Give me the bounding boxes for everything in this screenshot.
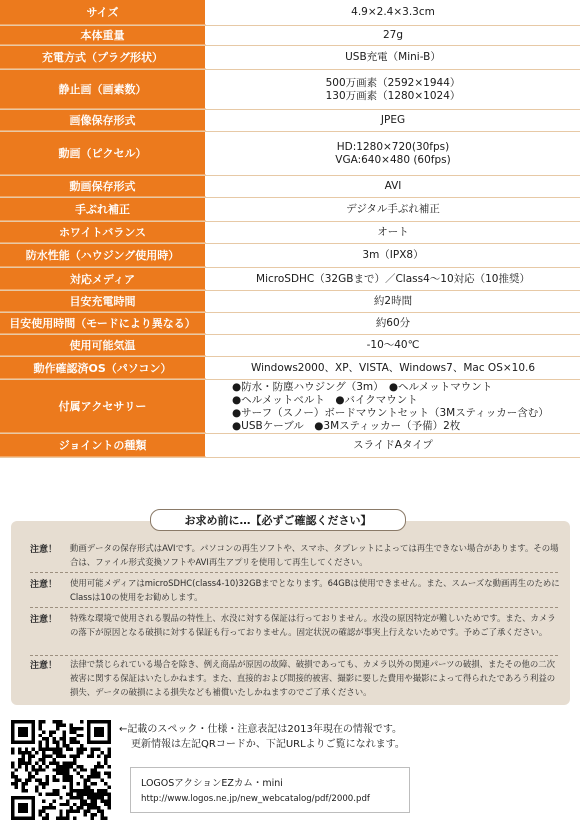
spec-value	[206, 335, 580, 356]
spec-value-line: スライドAタイプ	[353, 439, 433, 451]
spec-label: サイズ	[0, 0, 206, 25]
spec-value	[206, 0, 580, 25]
url-box	[130, 767, 410, 813]
spec-label: 画像保存形式	[0, 110, 206, 131]
notice-text: 動画データの保存形式はAVIです。パソコンの再生ソフトや、スマホ、タブレットによっては再生できない場合があります。その場合は、ファイル形式変換ソフトやAVI再生アプリを使用して再生してください。	[70, 543, 559, 567]
spec-value-line: HD:1280×720(30fps)	[336, 140, 450, 153]
spec-row	[0, 222, 580, 244]
spec-label: 目安充電時間	[0, 291, 206, 312]
spec-row	[0, 0, 580, 26]
notice-item	[30, 657, 560, 699]
spec-row	[0, 132, 580, 176]
spec-row	[0, 335, 580, 357]
spec-label: 静止画（画素数）	[0, 70, 206, 109]
spec-value	[206, 176, 580, 197]
spec-row	[0, 26, 580, 46]
spec-label: 手ぶれ補正	[0, 198, 206, 221]
spec-label: 充電方式（プラグ形状）	[0, 46, 206, 69]
spec-value-line: デジタル手ぶれ補正	[346, 203, 440, 215]
notice-title: お求め前に…【必ずご確認ください】	[150, 509, 406, 531]
notice-label: 注意！	[30, 545, 58, 555]
spec-value-line: オート	[377, 226, 409, 238]
spec-value	[206, 110, 580, 131]
product-name: LOGOSアクションEZカム・mini	[141, 778, 283, 789]
spec-value	[206, 26, 580, 45]
spec-label: ホワイトバランス	[0, 222, 206, 243]
spec-value-line: MicroSDHC（32GBまで）／Class4～10対応（10推奨）	[256, 272, 530, 285]
spec-value-line: 27g	[382, 29, 404, 41]
qr-code-icon[interactable]	[11, 720, 111, 820]
spec-value-line: ●防水・防塵ハウジング（3m） ●ヘルメットマウント	[232, 380, 493, 393]
divider	[30, 655, 558, 656]
spec-label: 本体重量	[0, 26, 206, 45]
notice-label: 注意！	[30, 661, 58, 671]
spec-value-line: 4.9×2.4×3.3cm	[351, 6, 435, 18]
spec-value	[206, 313, 580, 334]
spec-value-line: Windows2000、XP、VISTA、Windows7、Mac OS×10.6	[250, 361, 536, 374]
spec-value	[206, 222, 580, 243]
spec-label: 動画（ピクセル）	[0, 132, 206, 175]
spec-label: 使用可能気温	[0, 335, 206, 356]
notice-item	[30, 541, 560, 569]
info-text	[119, 722, 405, 752]
spec-label: 動画保存形式	[0, 176, 206, 197]
spec-label: ジョイントの種類	[0, 434, 206, 457]
spec-row	[0, 198, 580, 222]
spec-value	[206, 357, 580, 379]
spec-row	[0, 176, 580, 198]
spec-value-line: -10～40℃	[366, 339, 420, 351]
spec-value-line: USB充電（Mini-B）	[345, 51, 441, 63]
spec-value	[206, 46, 580, 69]
divider	[30, 572, 558, 573]
spec-value-line: ●USBケーブル ●3Mスティッカー（予備）2枚	[232, 419, 461, 432]
spec-row	[0, 46, 580, 70]
divider	[30, 607, 558, 608]
notice-label: 注意！	[30, 615, 58, 625]
spec-row	[0, 357, 580, 380]
spec-row	[0, 291, 580, 313]
spec-label: 動作確認済OS（パソコン）	[0, 357, 206, 379]
spec-value-line: JPEG	[380, 114, 406, 126]
notice-item	[30, 576, 560, 604]
catalog-url-link[interactable]: http://www.logos.ne.jp/new_webcatalog/pdf/2000.pdf	[141, 794, 370, 804]
notice-item	[30, 611, 560, 639]
spec-value	[206, 132, 580, 175]
spec-value	[206, 244, 580, 267]
spec-value	[206, 268, 580, 290]
spec-row	[0, 313, 580, 335]
spec-label: 目安使用時間（モードにより異なる）	[0, 313, 206, 334]
spec-value	[206, 291, 580, 312]
spec-value-line: 3m（IPX8）	[362, 249, 424, 261]
spec-row	[0, 110, 580, 132]
spec-label: 対応メディア	[0, 268, 206, 290]
spec-value-line: AVI	[384, 180, 402, 192]
spec-value	[206, 198, 580, 221]
spec-row	[0, 268, 580, 291]
spec-row	[0, 244, 580, 268]
notice-text: 使用可能メディアはmicroSDHC(class4-10)32GBまでとなります。64GBは使用できません。また、スムーズな動画再生のためにClassは10の使用をお勧めします。	[70, 578, 560, 602]
spec-label: 防水性能（ハウジング使用時）	[0, 244, 206, 267]
spec-row	[0, 434, 580, 458]
notice-text: 法律で禁じられている場合を除き、例え商品が原因の故障、破損であっても、カメラ以外の関連パーツの破損、またその他の二次被害に関する保証はいたしかねます。また、直接的および間接的被害、撮影に要した費用や撮影によって得られたであろう利益の損失、データの破損による損失なども補償いたしかねますのでご了承ください。	[70, 659, 556, 697]
spec-label: 付属アクセサリー	[0, 380, 206, 433]
spec-value	[206, 380, 580, 433]
spec-value-line: ●ヘルメットベルト ●バイクマウント	[232, 393, 418, 406]
spec-value-line: 約2時間	[373, 295, 413, 307]
spec-row	[0, 70, 580, 110]
info-line: 更新情報は左記QRコードか、下記URLよりご覧になれます。	[131, 739, 405, 750]
spec-value-line: ●サーフ（スノー）ボードマウントセット（3Mスティッカー含む）	[232, 406, 549, 419]
spec-value	[206, 70, 580, 109]
spec-value	[206, 434, 580, 457]
spec-value-line: 500万画素（2592×1944）	[325, 76, 461, 89]
spec-value-line: 130万画素（1280×1024）	[325, 89, 461, 102]
notice-label: 注意！	[30, 580, 58, 590]
spec-value-line: 約60分	[375, 317, 411, 329]
info-line: ←記載のスペック・仕様・注意表記は2013年現在の情報です。	[119, 724, 403, 735]
notice-text: 特殊な環境で使用される製品の特性上、水没に対する保証は行っておりません。水没の原因特定が難しいためです。また、カメラの落下が原因となる破損に対する保証も行っておりません。固定状況の確認が事実上行えないためです。予めご了承ください。	[70, 613, 556, 637]
spec-row	[0, 380, 580, 434]
spec-value-line: VGA:640×480 (60fps)	[335, 153, 451, 166]
